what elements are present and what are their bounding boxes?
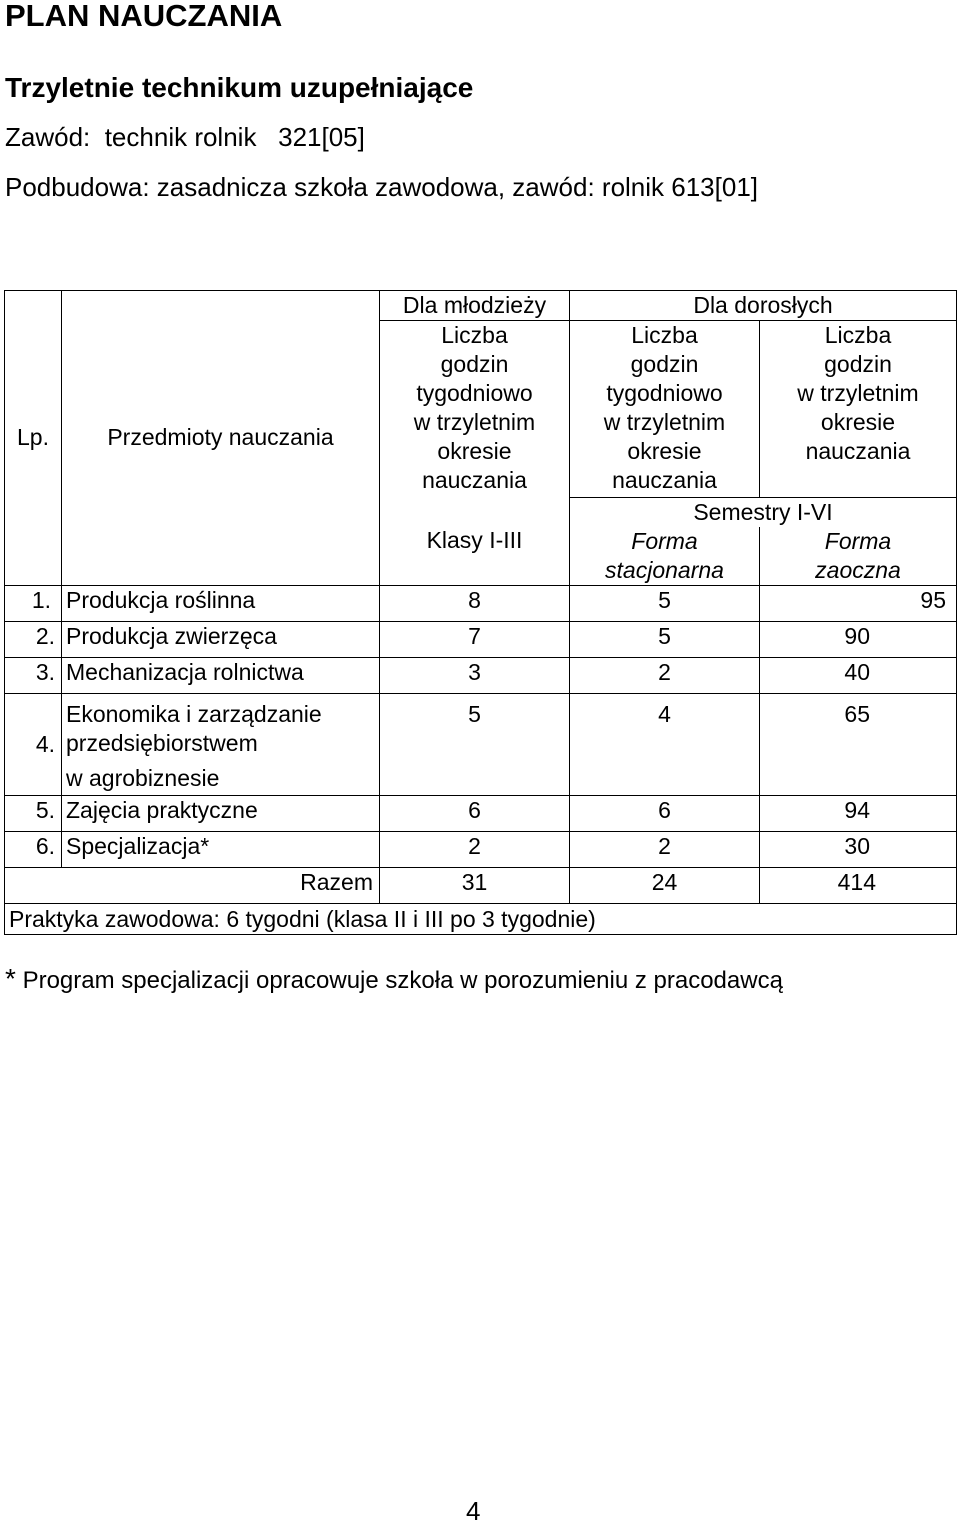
foundation-line: Podbudowa: zasadnicza szkoła zawodowa, zawód: rolnik 613[01] xyxy=(5,172,759,202)
row-extramural-hours: 94 xyxy=(760,795,957,831)
header-classes: Klasy I-III xyxy=(380,497,570,585)
table-row xyxy=(5,657,957,693)
header-extramural: Forma zaoczna xyxy=(760,527,957,586)
row-youth-hours: 7 xyxy=(380,621,570,657)
row-lp: 5. xyxy=(5,795,62,831)
total-row xyxy=(5,867,957,903)
row-extramural-hours: 65 xyxy=(760,693,957,795)
school-type-subtitle: Trzyletnie technikum uzupełniające xyxy=(5,72,474,103)
practice-note: Praktyka zawodowa: 6 tygodni (klasa II i III po 3 tygodnie) xyxy=(5,903,957,934)
row-stationary-hours: 2 xyxy=(570,657,760,693)
row-youth-hours: 2 xyxy=(380,831,570,867)
row-stationary-hours: 6 xyxy=(570,795,760,831)
row-youth-hours: 8 xyxy=(380,585,570,621)
row-subject: Ekonomika i zarządzanie przedsiębiorstwem w agrobiznesie xyxy=(62,693,380,795)
row-extramural-hours: 90 xyxy=(760,621,957,657)
table-row xyxy=(5,585,957,621)
row-lp: 2. xyxy=(5,621,62,657)
row-lp: 6. xyxy=(5,831,62,867)
row-subject: Produkcja zwierzęca xyxy=(62,621,380,657)
curriculum-table xyxy=(4,290,957,935)
footnote-text: Program specjalizacji opracowuje szkoła w porozumieniu z pracodawcą xyxy=(15,967,783,994)
specialization-footnote xyxy=(5,963,783,995)
table-row xyxy=(5,831,957,867)
header-adult-total-hours: Liczba godzin w trzyletnim okresie nauczania xyxy=(760,321,957,498)
row-stationary-hours: 2 xyxy=(570,831,760,867)
row-extramural-hours: 40 xyxy=(760,657,957,693)
row-youth-hours: 6 xyxy=(380,795,570,831)
row-youth-hours: 5 xyxy=(380,693,570,795)
table-row xyxy=(5,795,957,831)
row-stationary-hours: 5 xyxy=(570,621,760,657)
practice-row xyxy=(5,903,957,934)
page-number: 4 xyxy=(466,1496,481,1526)
header-youth-hours: Liczba godzin tygodniowo w trzyletnim okresie nauczania xyxy=(380,321,570,498)
total-stationary-hours: 24 xyxy=(570,867,760,903)
header-adults: Dla dorosłych xyxy=(570,291,957,321)
row-youth-hours: 3 xyxy=(380,657,570,693)
row-lp: 3. xyxy=(5,657,62,693)
page-title: PLAN NAUCZANIA xyxy=(5,0,283,33)
header-semesters: Semestry I-VI xyxy=(570,497,957,527)
row-lp: 4. xyxy=(5,693,62,795)
row-stationary-hours: 4 xyxy=(570,693,760,795)
header-lp: Lp. xyxy=(5,291,62,586)
row-extramural-hours: 95 xyxy=(760,585,957,621)
header-stationary: Forma stacjonarna xyxy=(570,527,760,586)
header-adult-weekly-hours: Liczba godzin tygodniowo w trzyletnim okresie nauczania xyxy=(570,321,760,498)
header-subjects: Przedmioty nauczania xyxy=(62,291,380,586)
profession-line: Zawód: technik rolnik 321[05] xyxy=(5,122,365,152)
row-lp: 1. xyxy=(5,585,62,621)
row-extramural-hours: 30 xyxy=(760,831,957,867)
table-row xyxy=(5,621,957,657)
total-extramural-hours: 414 xyxy=(760,867,957,903)
footnote-star: * xyxy=(5,963,16,994)
row-subject: Zajęcia praktyczne xyxy=(62,795,380,831)
total-label: Razem xyxy=(5,867,380,903)
row-subject: Mechanizacja rolnictwa xyxy=(62,657,380,693)
row-subject: Specjalizacja* xyxy=(62,831,380,867)
row-stationary-hours: 5 xyxy=(570,585,760,621)
table-row xyxy=(5,693,957,795)
row-subject: Produkcja roślinna xyxy=(62,585,380,621)
total-youth-hours: 31 xyxy=(380,867,570,903)
header-youth: Dla młodzieży xyxy=(380,291,570,321)
